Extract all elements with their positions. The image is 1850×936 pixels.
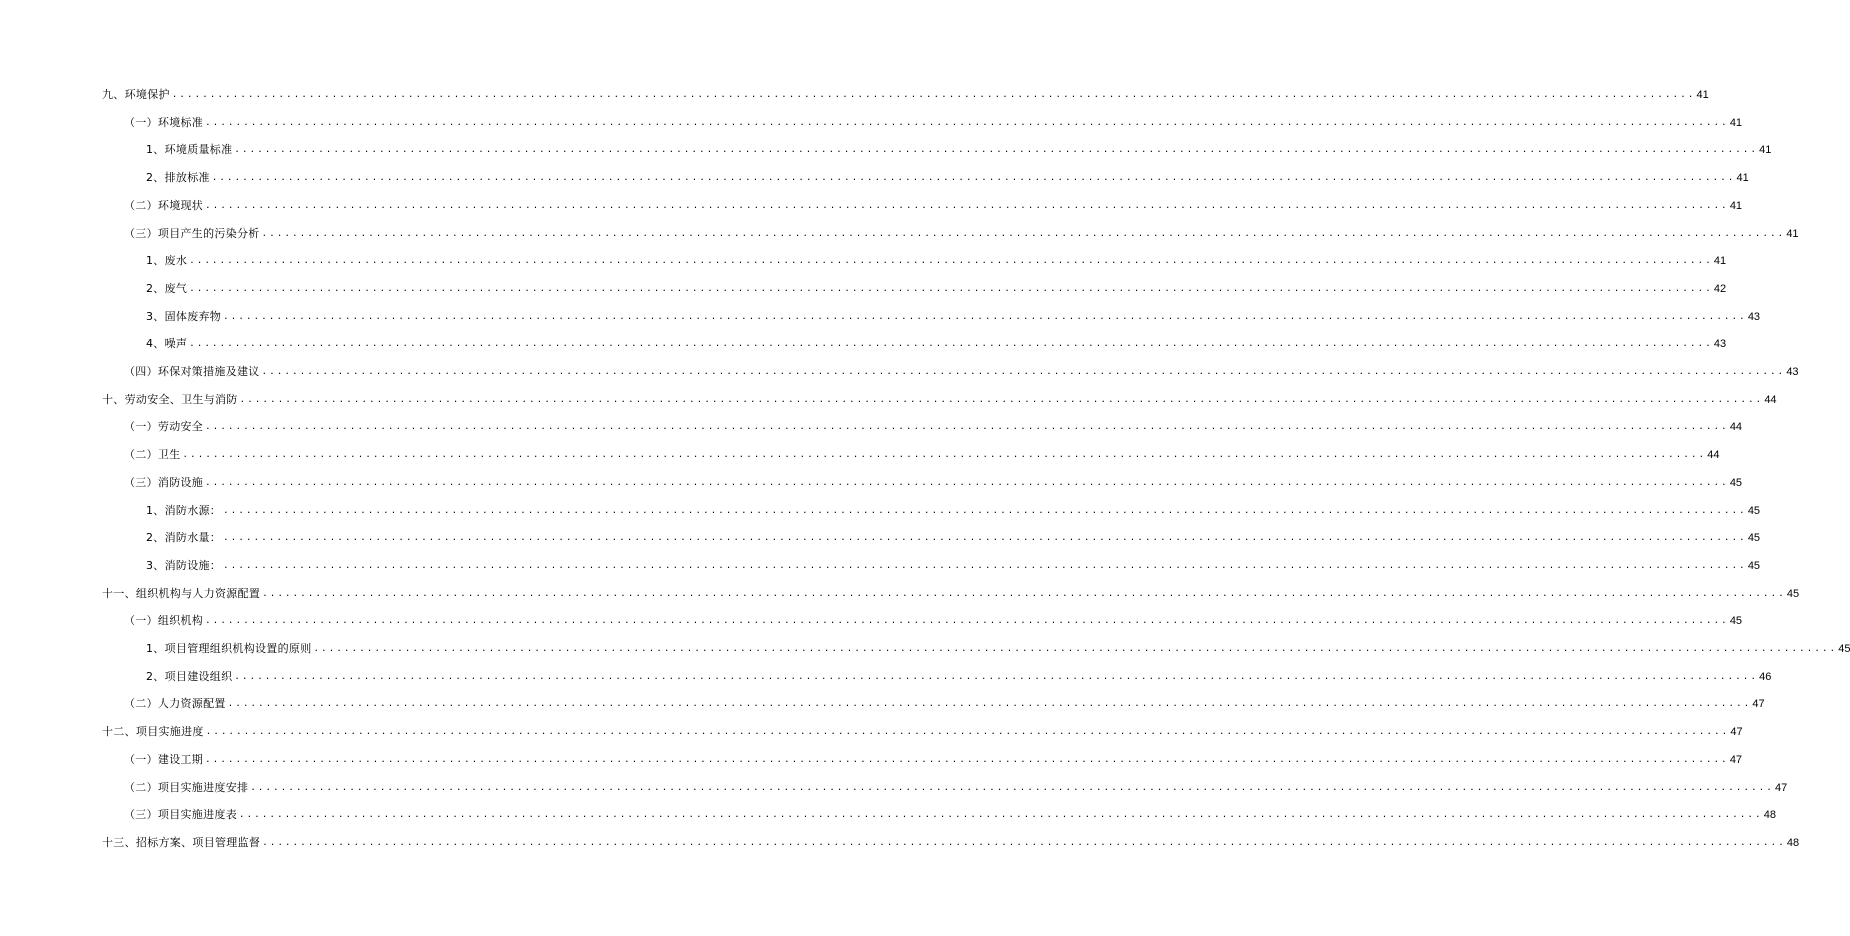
toc-dot-leader: ........................................................................................................................................................................................................: [223, 533, 1747, 544]
toc-dot-leader: ........................................................................................................................................................................................................: [205, 616, 1729, 627]
toc-entry-title: 3、消防设施：: [146, 558, 222, 572]
toc-entry[interactable]: [146, 498, 1761, 518]
toc-dot-leader: ........................................................................................................................................................................................................: [211, 173, 1736, 184]
toc-entry[interactable]: [146, 248, 1727, 268]
toc-entry-title: 2、废气: [146, 281, 188, 295]
toc-entry-title: 3、固体废弃物: [146, 309, 222, 323]
toc-dot-leader: ........................................................................................................................................................................................................: [205, 477, 1729, 488]
toc-entry[interactable]: [102, 830, 1800, 850]
toc-dot-leader: ........................................................................................................................................................................................................: [262, 837, 1786, 848]
toc-entry-title: （一）组织机构: [124, 614, 204, 628]
toc-dot-leader: ........................................................................................................................................................................................................: [261, 228, 1786, 239]
toc-dot-leader: ........................................................................................................................................................................................................: [234, 145, 1759, 156]
toc-entry-page-number: 48: [1786, 836, 1800, 849]
toc-entry[interactable]: [124, 110, 1743, 130]
toc-dot-leader: ........................................................................................................................................................................................................: [205, 200, 1729, 211]
toc-entry-page-number: 48: [1763, 809, 1776, 822]
toc-entry-page-number: 44: [1764, 393, 1777, 406]
toc-entry[interactable]: [102, 387, 1777, 407]
toc-entry-page-number: 45: [1747, 504, 1761, 517]
toc-entry-title: （一）建设工期: [124, 752, 204, 766]
toc-dot-leader: ........................................................................................................................................................................................................: [205, 422, 1729, 433]
toc-entry-page-number: 44: [1707, 449, 1720, 462]
toc-entry[interactable]: [146, 664, 1772, 684]
toc-dot-leader: ........................................................................................................................................................................................................: [205, 727, 1730, 738]
toc-entry-page-number: 45: [1838, 643, 1850, 655]
toc-entry-page-number: 45: [1747, 559, 1761, 572]
toc-entry[interactable]: [102, 581, 1800, 601]
toc-entry-title: （三）消防设施: [124, 475, 204, 489]
toc-entry[interactable]: [146, 331, 1727, 351]
toc-entry[interactable]: [124, 691, 1765, 711]
toc-entry[interactable]: [146, 137, 1772, 157]
toc-entry-title: （二）卫生: [124, 448, 181, 462]
toc-entry-page-number: 43: [1713, 338, 1727, 351]
toc-entry-title: 1、项目管理组织机构设置的原则: [146, 642, 312, 655]
toc-entry-title: 4、噪声: [146, 337, 188, 351]
toc-entry-title: （三）项目产生的污染分析: [124, 226, 260, 240]
toc-entry-title: （四）环保对策措施及建议: [124, 365, 260, 378]
toc-dot-leader: ........................................................................................................................................................................................................: [189, 283, 1713, 294]
toc-dot-leader: ........................................................................................................................................................................................................: [189, 256, 1713, 267]
toc-entry[interactable]: [124, 470, 1743, 490]
toc-entry-title: 十、劳动安全、卫生与消防: [102, 392, 238, 406]
toc-entry-page-number: 41: [1729, 199, 1743, 212]
toc-entry[interactable]: [146, 553, 1761, 573]
toc-entry-title: 1、废水: [146, 254, 188, 268]
toc-entry-page-number: 44: [1729, 421, 1743, 434]
toc-entry[interactable]: [124, 442, 1720, 462]
toc-entry[interactable]: [124, 802, 1776, 822]
toc-dot-leader: ........................................................................................................................................................................................................: [261, 367, 1786, 377]
toc-entry-page-number: 47: [1729, 753, 1743, 766]
toc-dot-leader: ........................................................................................................................................................................................................: [227, 699, 1752, 710]
toc-entry[interactable]: [146, 304, 1761, 324]
toc-entry-page-number: 45: [1786, 587, 1800, 600]
toc-entry-title: 1、环境质量标准: [146, 143, 233, 157]
toc-entry-title: 2、排放标准: [146, 171, 210, 185]
toc-entry-title: 1、消防水源：: [146, 503, 222, 517]
toc-entry-title: （二）项目实施进度安排: [124, 780, 249, 794]
toc-entry-page-number: 45: [1747, 532, 1761, 545]
toc-entry-page-number: 41: [1736, 172, 1749, 185]
toc-entry-page-number: 42: [1713, 282, 1727, 295]
toc-dot-leader: ........................................................................................................................................................................................................: [234, 671, 1759, 682]
toc-entry-title: 十一、组织机构与人力资源配置: [102, 586, 261, 600]
toc-entry-title: 2、项目建设组织: [146, 669, 233, 683]
toc-dot-leader: ........................................................................................................................................................................................................: [223, 560, 1747, 571]
toc-entry-page-number: 41: [1713, 255, 1727, 268]
toc-dot-leader: ........................................................................................................................................................................................................: [239, 810, 1763, 821]
toc-entry-title: （一）劳动安全: [124, 420, 204, 434]
toc-entry[interactable]: [124, 747, 1743, 767]
toc-entry-page-number: 41: [1696, 89, 1709, 101]
toc-entry-title: 2、消防水量：: [146, 531, 222, 545]
toc-entry[interactable]: [124, 193, 1743, 213]
toc-dot-leader: ........................................................................................................................................................................................................: [189, 339, 1713, 350]
toc-dot-leader: ........................................................................................................................................................................................................: [205, 754, 1729, 765]
toc-entry[interactable]: [124, 221, 1799, 241]
toc-entry[interactable]: [102, 719, 1743, 739]
toc-entry-page-number: 45: [1729, 476, 1743, 489]
toc-entry-page-number: 45: [1729, 615, 1743, 628]
toc-entry[interactable]: [146, 636, 1850, 656]
toc-entry[interactable]: [102, 82, 1709, 102]
toc-entry[interactable]: [124, 775, 1788, 795]
toc-entry[interactable]: [146, 276, 1727, 296]
toc-entry-page-number: 47: [1775, 781, 1788, 794]
toc-entry-title: （二）环境现状: [124, 198, 204, 212]
toc-entry[interactable]: [124, 359, 1799, 379]
toc-dot-leader: ........................................................................................................................................................................................................: [313, 644, 1838, 654]
toc-dot-leader: ........................................................................................................................................................................................................: [239, 394, 1764, 405]
toc-entry-page-number: 46: [1759, 670, 1772, 683]
toc-entry[interactable]: [146, 525, 1761, 545]
toc-dot-leader: ........................................................................................................................................................................................................: [182, 450, 1707, 461]
toc-entry-title: （二）人力资源配置: [124, 697, 226, 711]
toc-entry-page-number: 47: [1752, 698, 1765, 711]
toc-entry-title: 九、环境保护: [102, 88, 170, 101]
toc-dot-leader: ........................................................................................................................................................................................................: [250, 782, 1775, 793]
toc-dot-leader: ........................................................................................................................................................................................................: [223, 505, 1747, 516]
toc-entry[interactable]: [124, 608, 1743, 628]
toc-entry-page-number: 41: [1759, 144, 1772, 157]
toc-entry-title: （一）环境标准: [124, 115, 204, 129]
toc-entry-page-number: 47: [1730, 726, 1743, 739]
toc-entry-page-number: 43: [1747, 310, 1761, 323]
toc-dot-leader: ........................................................................................................................................................................................................: [223, 311, 1747, 322]
toc-entry[interactable]: [146, 165, 1749, 185]
toc-entry-title: （三）项目实施进度表: [124, 808, 237, 822]
toc-dot-leader: ........................................................................................................................................................................................................: [205, 117, 1729, 128]
toc-entry-page-number: 41: [1786, 227, 1799, 240]
toc-dot-leader: ........................................................................................................................................................................................................: [262, 588, 1786, 599]
toc-entry-page-number: 41: [1729, 116, 1743, 129]
toc-entry-title: 十二、项目实施进度: [102, 725, 204, 739]
toc-entry[interactable]: [124, 414, 1743, 434]
toc-entry-page-number: 43: [1786, 366, 1799, 378]
toc-dot-leader: ........................................................................................................................................................................................................: [171, 90, 1696, 100]
toc-entry-title: 十三、招标方案、项目管理监督: [102, 835, 261, 849]
